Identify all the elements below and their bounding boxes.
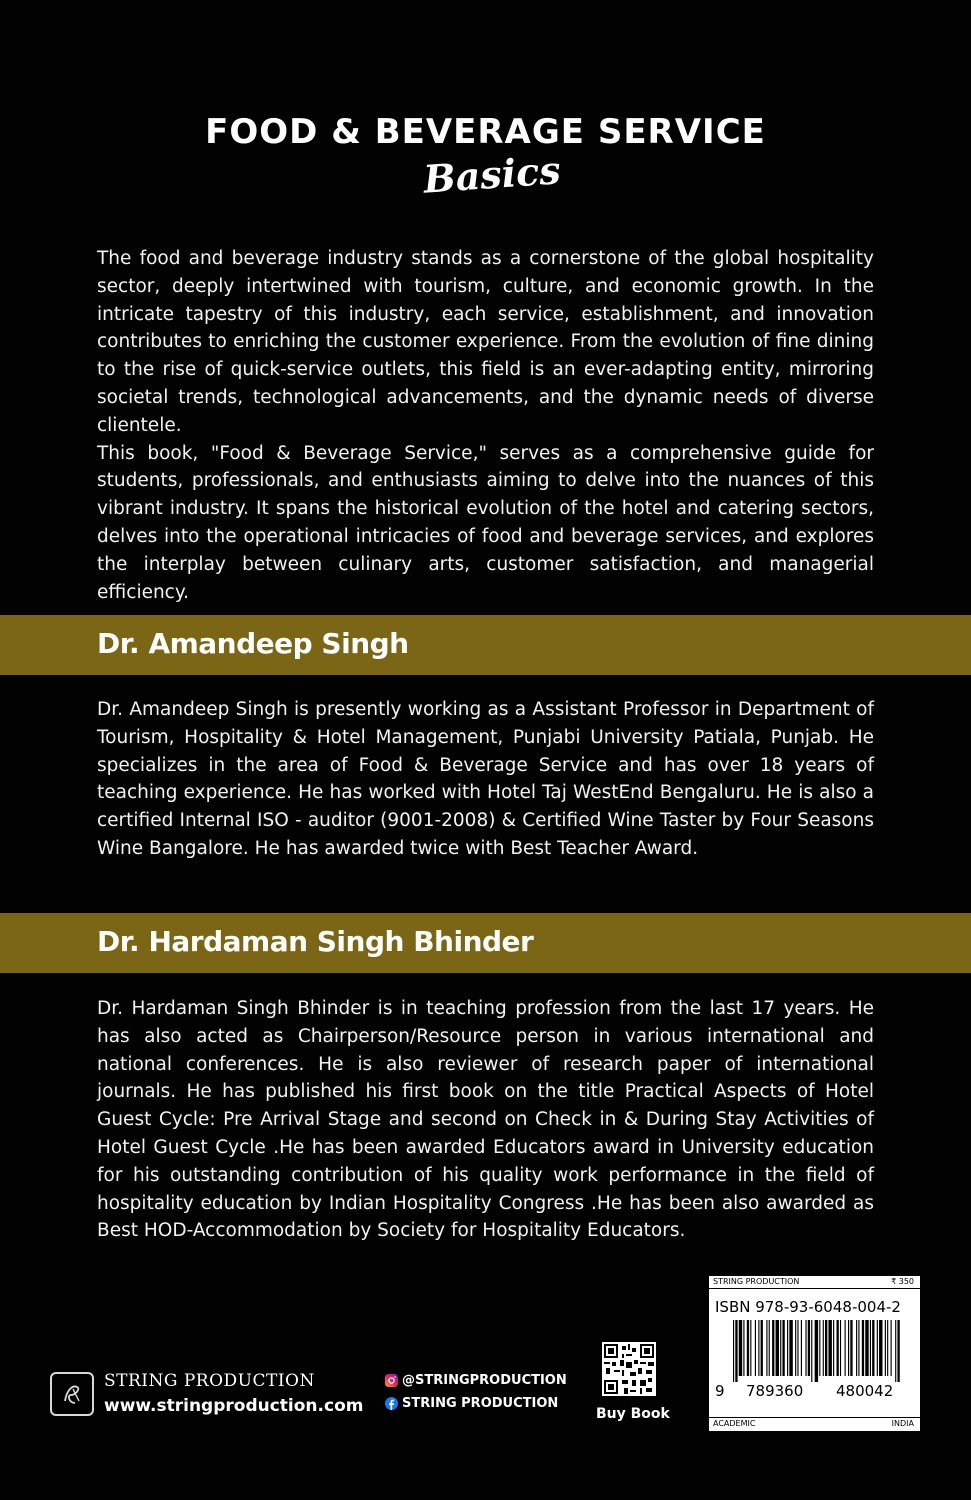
barcode-bar	[811, 1320, 812, 1382]
isbn-category: ACADEMIC	[713, 1419, 756, 1428]
barcode-bar	[750, 1320, 751, 1376]
intro-paragraph-2: This book, "Food & Beverage Service," serves as a comprehensive guide for students, professionals, and enthusiasts aiming to delve into the nuances of this vibrant industry. It spans the historical evolution of the hotel and catering sectors, delves into the operational intricacies of food and beverage services, and explores the interplay between culinary arts, customer satisfaction, and managerial efficiency.	[97, 442, 874, 603]
barcode-digit-group-1: 789360	[746, 1382, 804, 1400]
barcode-bar	[801, 1320, 802, 1376]
barcode-digit-group-2: 480042	[836, 1382, 894, 1400]
barcode-digit-lead: 9	[715, 1382, 725, 1400]
barcode-bar	[872, 1320, 874, 1376]
barcode-bar	[766, 1320, 767, 1376]
barcode-bar	[780, 1320, 781, 1376]
barcode-bar	[879, 1320, 882, 1376]
author-bio-2	[97, 995, 874, 1245]
author-bio-1	[97, 696, 874, 863]
barcode-bar	[747, 1320, 749, 1376]
buy-book-label[interactable]: Buy Book	[596, 1406, 670, 1422]
barcode-bar	[895, 1320, 896, 1382]
author-band-2	[0, 913, 971, 973]
barcode-bar	[891, 1320, 892, 1376]
intro-paragraph-1: The food and beverage industry stands as a cornerstone of the global hospitality sector, deeply intertwined with tourism, culture, and economic growth. In the intricate tapestry of this industry, each service, establishment, and innovation contributes to enriching the customer experience. From the evolution of fine dining to the rise of quick-service outlets, this field is an ever-adapting entity, mirroring societal trends, technological advancements, and the dynamic needs of diverse clientele.	[97, 248, 874, 436]
barcode-bar	[769, 1320, 770, 1376]
barcode-bar	[755, 1320, 756, 1376]
barcode-bar	[797, 1320, 798, 1376]
barcode-bar	[808, 1320, 810, 1376]
barcode-bar	[782, 1320, 784, 1376]
author-name-2: Dr. Hardaman Singh Bhinder	[97, 925, 534, 958]
facebook-handle: STRING PRODUCTION	[402, 1396, 559, 1411]
barcode-bar	[739, 1320, 742, 1376]
barcode-bar	[887, 1320, 888, 1376]
barcode-bar	[789, 1320, 792, 1376]
publisher-logo-icon	[50, 1372, 94, 1416]
barcode-bar	[862, 1320, 864, 1376]
barcode-bar	[848, 1320, 849, 1376]
barcode-bar	[858, 1320, 859, 1376]
isbn-footer-row	[709, 1417, 920, 1430]
isbn-barcode-block	[709, 1276, 920, 1431]
barcode-bar	[856, 1320, 857, 1376]
instagram-handle: @STRINGPRODUCTION	[402, 1373, 567, 1388]
author-bio-1-text: Dr. Amandeep Singh is presently working as a Assistant Professor in Department of Tourism, Hospitality & Hotel Management, Punjabi University Patiala, Punjab. He specializes in the area of Food & Beverage Service and has over 18 years of teaching experience. He has worked with Hotel Taj WestEnd Bengaluru. He is also a certified Internal ISO - auditor (9001-2008) & Certified Wine Taster by Four Seasons Wine Bangalore. He has awarded twice with Best Teacher Award.	[97, 699, 874, 859]
author-band-1	[0, 615, 971, 675]
barcode-bar	[897, 1320, 899, 1382]
barcode-bar	[825, 1320, 827, 1376]
instagram-icon	[385, 1374, 398, 1387]
barcode-bar	[870, 1320, 871, 1376]
isbn-publisher: STRING PRODUCTION	[713, 1277, 800, 1286]
isbn-header-row	[709, 1276, 920, 1289]
barcode-bar	[823, 1320, 824, 1376]
barcode-bar	[815, 1320, 818, 1382]
book-title: FOOD & BEVERAGE SERVICE	[205, 112, 766, 152]
publisher-website-link[interactable]: www.stringproduction.com	[104, 1396, 364, 1416]
barcode-bar	[758, 1320, 759, 1376]
publisher-name: STRING PRODUCTION	[104, 1371, 315, 1391]
barcode-bar	[795, 1320, 796, 1376]
barcode-bar	[761, 1320, 763, 1376]
book-subtitle: Basics	[422, 147, 562, 202]
barcode-bar	[850, 1320, 852, 1376]
author-name-1: Dr. Amandeep Singh	[97, 627, 409, 660]
barcode-bar	[885, 1320, 886, 1376]
barcode-bar	[805, 1320, 806, 1376]
barcode-bar	[865, 1320, 868, 1376]
isbn-region: INDIA	[891, 1419, 914, 1428]
barcode-bar	[828, 1320, 831, 1376]
isbn-number: ISBN 978-93-6048-004-2	[715, 1298, 901, 1316]
barcode-bar	[776, 1320, 779, 1376]
facebook-icon	[385, 1397, 398, 1410]
barcode-bar	[743, 1320, 744, 1376]
barcode-bar	[845, 1320, 846, 1376]
barcode-bar	[787, 1320, 788, 1376]
barcode-bar	[840, 1320, 841, 1376]
facebook-link[interactable]	[385, 1396, 558, 1411]
barcode	[731, 1320, 901, 1382]
barcode-bar	[837, 1320, 839, 1376]
intro-text	[97, 245, 874, 606]
author-bio-2-text: Dr. Hardaman Singh Bhinder is in teaching profession from the last 17 years. He has also acted as Chairperson/Resource person in various international and national conferences. He is also reviewer of research paper of international journals. He has published his first book on the title Practical Aspects of Hotel Guest Cycle: Pre Arrival Stage and second on Check in & During Stay Activities of Hotel Guest Cycle .He has been awarded Educators award in University education for his outstanding contribution of his quality work performance in the field of hospitality education by Indian Hospitality Congress .He has been also awarded as Best HOD-Accommodation by Society for Hospitality Educators.	[97, 998, 874, 1242]
instagram-link[interactable]	[385, 1373, 567, 1388]
barcode-bar	[833, 1320, 834, 1376]
barcode-bar	[735, 1320, 737, 1382]
barcode-bar	[733, 1320, 734, 1382]
barcode-bar	[819, 1320, 820, 1376]
barcode-bar	[772, 1320, 774, 1376]
isbn-price: ₹ 350	[891, 1277, 914, 1286]
buy-book-qr-code[interactable]	[602, 1342, 656, 1396]
barcode-bar	[877, 1320, 878, 1376]
